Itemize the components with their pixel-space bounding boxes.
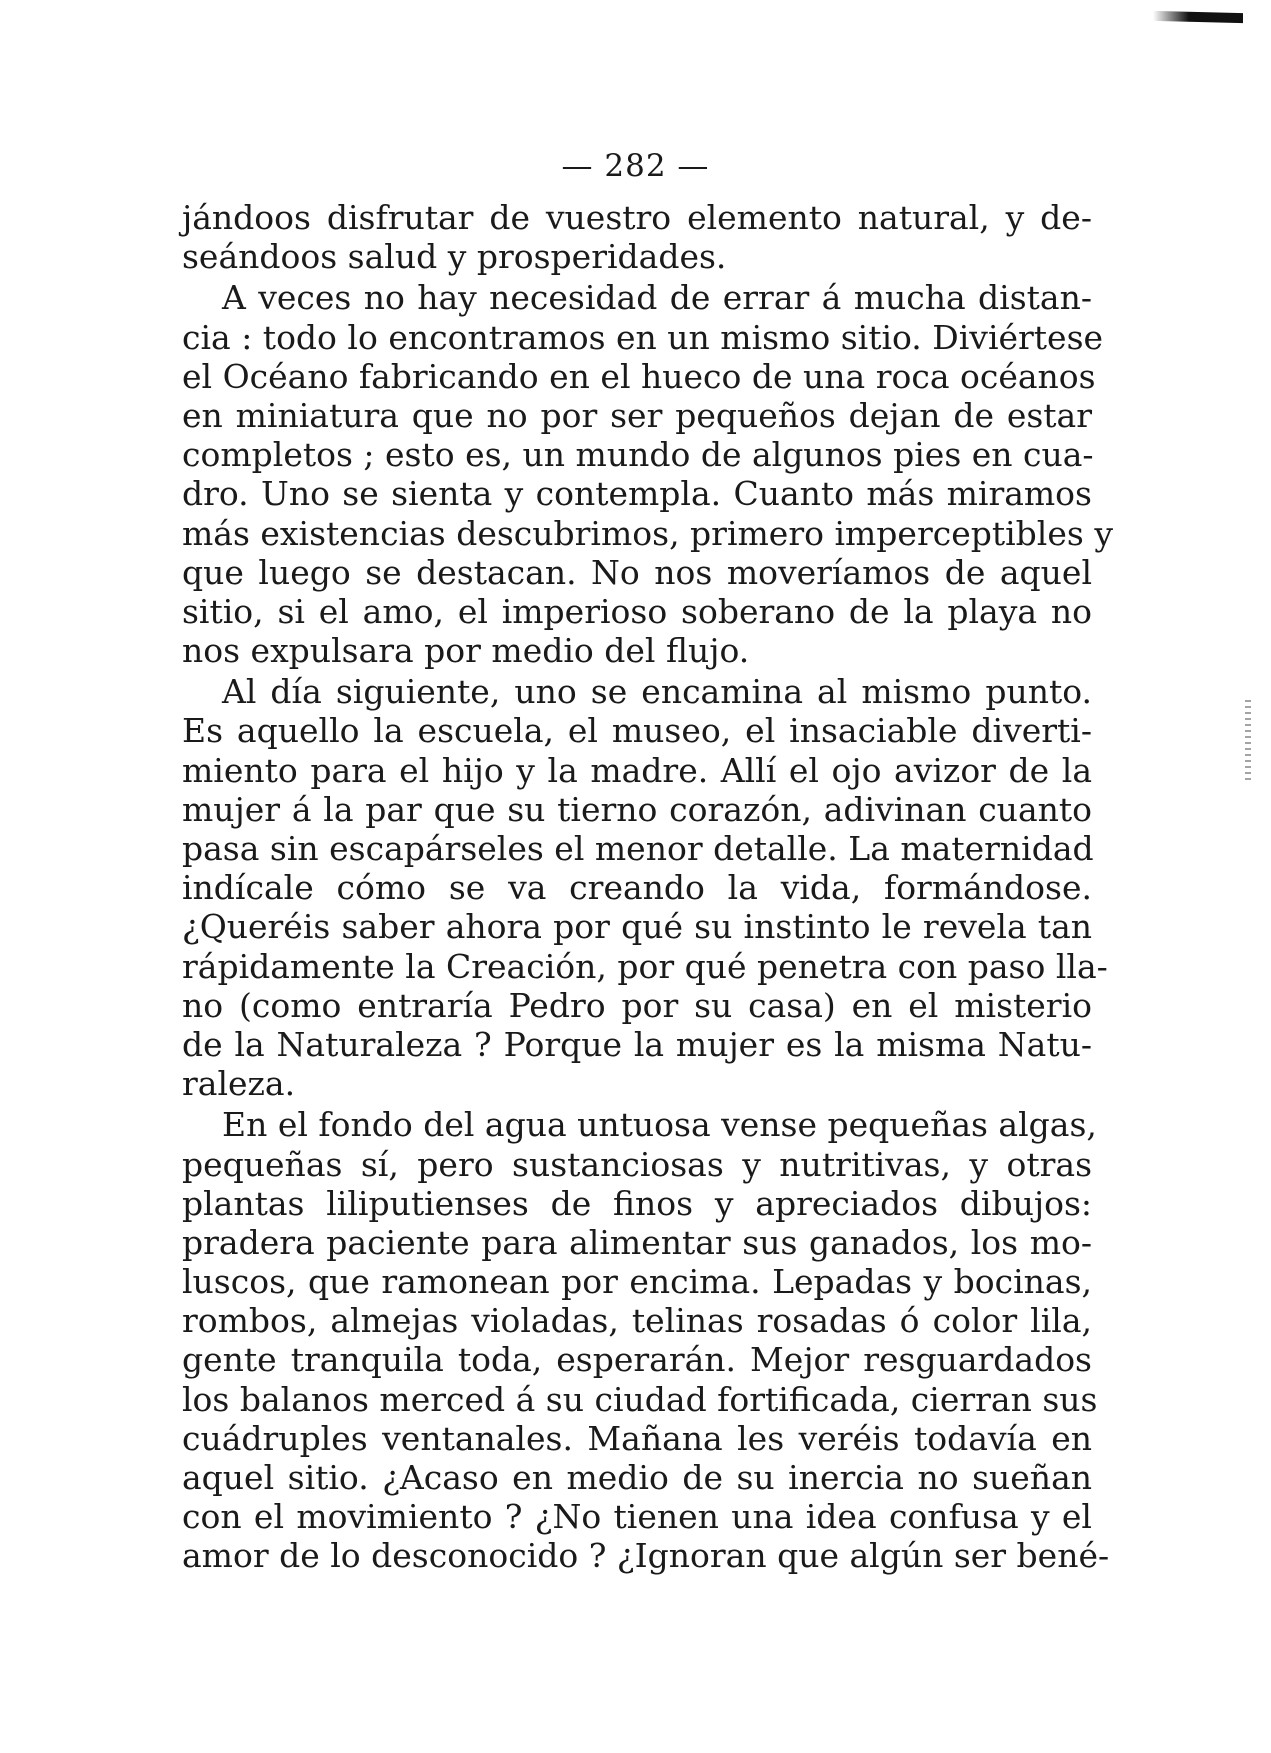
text-line: sitio, si el amo, el imperioso soberano de la playa no xyxy=(182,591,1092,631)
text-line: amor de lo desconocido ? ¿Ignoran que algún ser bené- xyxy=(182,1536,1110,1576)
text-line: cuádruples ventanales. Mañana les veréis todavía en xyxy=(182,1418,1092,1458)
text-line: En el fondo del agua untuosa vense pequeñas algas, xyxy=(222,1105,1097,1145)
text-line: gente tranquila toda, esperarán. Mejor resguardados xyxy=(182,1340,1092,1380)
text-line: ¿Queréis saber ahora por qué su instinto le revela tan xyxy=(182,907,1092,947)
text-line: mujer á la par que su tierno corazón, adivinan cuanto xyxy=(182,789,1092,829)
text-line: miento para el hijo y la madre. Allí el ojo avizor de la xyxy=(182,750,1092,790)
scan-edge-specks xyxy=(1245,700,1251,780)
text-line: raleza. xyxy=(182,1064,296,1104)
text-line: que luego se destacan. No nos moveríamos de aquel xyxy=(182,552,1092,592)
paragraph xyxy=(182,198,1092,276)
text-line: Es aquello la escuela, el museo, el insaciable diverti- xyxy=(182,711,1092,751)
text-line: pequeñas sí, pero sustanciosas y nutritivas, y otras xyxy=(182,1144,1092,1184)
page-body xyxy=(182,198,1113,1576)
text-line: indícale cómo se va creando la vida, formándose. xyxy=(182,868,1092,908)
text-line: plantas liliputienses de finos y apreciados dibujos: xyxy=(182,1183,1092,1223)
text-line: dro. Uno se sienta y contempla. Cuanto más miramos xyxy=(182,474,1092,514)
text-line: cia : todo lo encontramos en un mismo sitio. Diviértese xyxy=(182,317,1104,357)
text-line: con el movimiento ? ¿No tienen una idea confusa y el xyxy=(182,1497,1092,1537)
text-line: los balanos merced á su ciudad fortificada, cierran sus xyxy=(182,1379,1098,1419)
text-line: el Océano fabricando en el hueco de una roca océanos xyxy=(182,356,1096,396)
scan-corner-mark xyxy=(1153,11,1243,23)
page-number: — 282 — xyxy=(561,148,710,184)
text-line: en miniatura que no por ser pequeños dejan de estar xyxy=(182,395,1092,435)
paragraph xyxy=(182,672,1108,1104)
paragraph xyxy=(182,278,1113,671)
text-line: rápidamente la Creación, por qué penetra con paso lla- xyxy=(182,946,1108,986)
text-line: rombos, almejas violadas, telinas rosadas ó color lila, xyxy=(182,1301,1092,1341)
text-line: jándoos disfrutar de vuestro elemento natural, y de- xyxy=(182,198,1092,237)
text-line: pradera paciente para alimentar sus ganados, los mo- xyxy=(182,1222,1092,1262)
text-line: completos ; esto es, un mundo de algunos pies en cua- xyxy=(182,435,1094,475)
text-line: más existencias descubrimos, primero imperceptibles y xyxy=(182,513,1113,553)
text-line: pasa sin escapárseles el menor detalle. La maternidad xyxy=(182,829,1094,868)
text-line: aquel sitio. ¿Acaso en medio de su inercia no sueñan xyxy=(182,1458,1092,1497)
paragraph xyxy=(182,1105,1110,1576)
text-line: luscos, que ramonean por encima. Lepadas y bocinas, xyxy=(182,1262,1092,1302)
text-line: A veces no hay necesidad de errar á mucha distan- xyxy=(222,278,1092,318)
text-line: no (como entraría Pedro por su casa) en el misterio xyxy=(182,985,1092,1025)
text-line: Al día siguiente, uno se encamina al mismo punto. xyxy=(222,672,1092,712)
text-line: de la Naturaleza ? Porque la mujer es la misma Natu- xyxy=(182,1024,1092,1064)
text-line: seándoos salud y prosperidades. xyxy=(182,237,727,277)
text-line: nos expulsara por medio del flujo. xyxy=(182,631,750,671)
